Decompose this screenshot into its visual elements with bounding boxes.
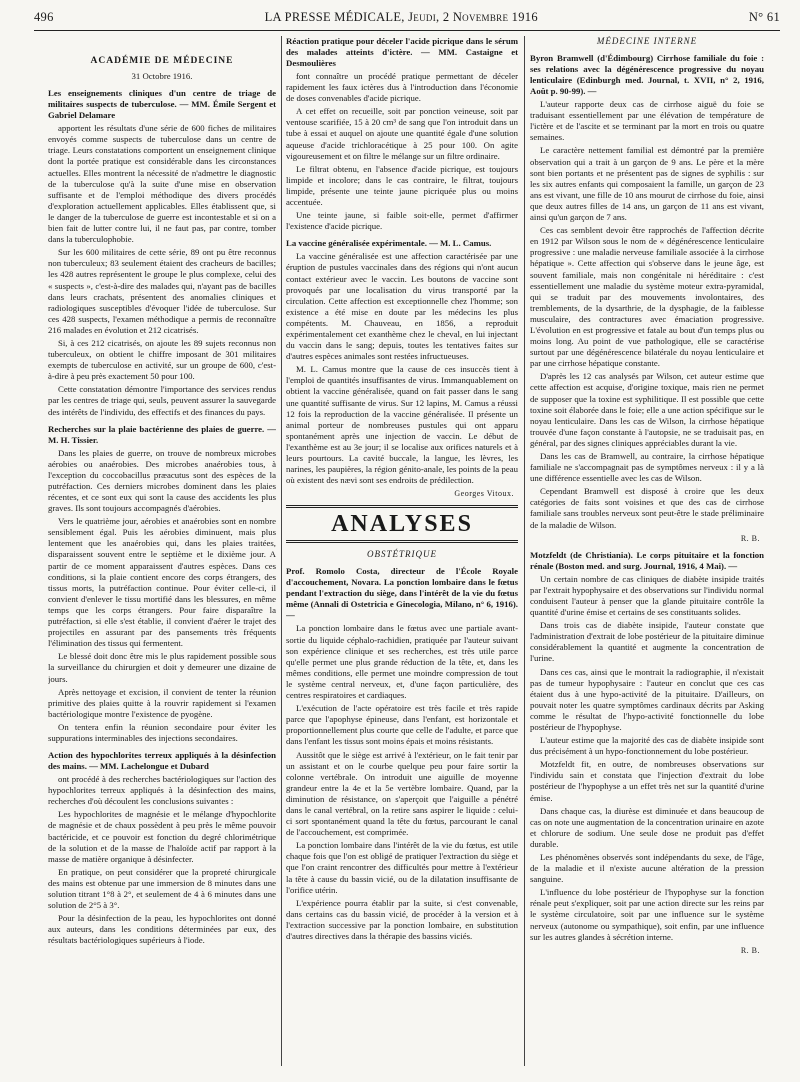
paragraph: Ces cas semblent devoir être rapprochés de l'affection décrite en 1912 par Wilson sous le nom de « dégénérescence lenticulaire progressive : une maladie nerveuse familiale associée à la cirrhose hépatique ». Cette affection qui s'observe dans le jeune âge, est souvent familiale, mais non congénitale ni héréditaire : c'est essentiellement une maladie du système moteur extra-pyramidal, qui se traduit par des mouvements involontaires, des tremblements, de la dysarthrie, de la dysphagie, de la faiblesse musculaire, des contractures avec émaciation progressive. L'évolution en est progressive et fatale au bout d'un temps plus ou moins long. Au point de vue pathologique, elle se caractérise surtout par une dégénérescence bilatérale du noyau lenticulaire et par une cirrhose hépatique constante. [530,225,764,369]
paragraph: ont procédé à des recherches bactériologiques sur l'action des hypochlorites terreux appliqués à la désinfection des mains, recherches d'où découlent les conclusions suivantes : [48,774,276,807]
journal-title: LA PRESSE MÉDICALE, Jeudi, 2 Novembre 1916 [264,10,538,24]
paragraph: La ponction lombaire dans le fœtus avec une partiale avant-sortie du liquide céphalo-rachidien, pratiquée par l'auteur suivant son expérience clinique et ses recherches, est très utile parce qu'elle permet une plus grande réduction de la tête, et, dans les mêmes conditions, elle permet une moindre compression de tout le système central nerveux, et, d'une façon particulière, des centres respiratoires et cardiaques. [286,623,518,701]
paragraph: La vaccine généralisée est une affection caractérisée par une éruption de pustules vaccinales dans des régions qui n'ont aucun contact extérieur avec le vaccin. Les boutons de vaccine sont provoqués par une localisation du virus transporté par la circulation. Cette affection est exceptionnelle chez l'homme; son existence a été mise en doute par les médecins les plus compétents. M. Chauveau, en 1856, a reproduit expérimentalement cet exanthème chez le cheval, en lui injectant du vaccin dans le sang; depuis, toutes les tentatives faites sur d'autres espèces animales sont restées infructueuses. [286,251,518,362]
paragraph: Motzfeldt fit, en outre, de nombreuses observations sur l'individu sain et constata que l'injection d'extrait du lobe postérieur de l'hypophyse a un effet très net sur la quantité d'urine émise. [530,759,764,803]
column-divider [524,36,525,1066]
article-title: Recherches sur la plaie bactérienne des plaies de guerre. — M. H. Tissier. [48,423,276,445]
paragraph: On tentera enfin la réunion secondaire pour éviter les suppurations interminables des injections secondaires. [48,721,276,743]
author-signature: Georges Vitoux. [454,489,514,499]
analyses-heading: ANALYSES [286,505,518,543]
paragraph: Dans ces cas, ainsi que le montrait la radiographie, il n'existait pas de tumeur hypophysaire : l'auteur en conclut que ces cas étaient dus à une hypo-activité de la pituitaire. D'ailleurs, on pouvait noter les quatre symptômes cardinaux décrits par Asking comme le résultat de l'hypo-activité fonctionnelle du lobe postérieur de l'hypophyse. [530,666,764,732]
author-signature: R. B. [740,945,760,955]
paragraph: Le blessé doit donc être mis le plus rapidement possible sous la surveillance du chirurgien et doit y demeurer une dizaine de jours. [48,651,276,684]
paragraph: L'expérience pourra établir par la suite, si c'est convenable, dans certains cas du bassin vicié, de procéder à la version et à l'extraction successive par la ponction lombaire, en substitution d'autres directives dans la thérapie des bassins viciés. [286,897,518,941]
article-title: Motzfeldt (de Christiania). Le corps pituitaire et la fonction rénale (Boston med. and surg. Journal, 1916, 4 Mai). — [530,549,764,571]
paragraph: Dans les plaies de guerre, on trouve de nombreux microbes aérobies ou anaérobies. Des microbes anaérobies tous, à l'exception du coccobacillus præacutus sont des espèces de la putréfaction. Ces derniers microbes dominent dans les plaies récentes, et ce sont eux qui sont la cause des accidents les plus graves. Ils sont toujours accompagnés d'aérobies. [48,447,276,514]
paragraph: Pour la désinfection de la peau, les hypochlorites ont donné aux auteurs, dans les conditions déterminées par eux, des résultats bactériologiques supérieurs à l'iode. [48,913,276,946]
paragraph: Le filtrat obtenu, en l'absence d'acide picrique, est toujours limpide et incolore; dans le cas contraire, le filtrat, toujours limpide, présente une teinte jaune picriquée plus ou moins accentuée. [286,163,518,208]
paragraph: font connaître un procédé pratique permettant de déceler rapidement les faux ictères dus à l'introduction dans l'économie de doses convenables d'acide picrique. [286,71,518,104]
paragraph: Un certain nombre de cas cliniques de diabète insipide traités par l'extrait hypophysaire et des observations sur l'individu normal conduisent l'auteur à penser que la glande pituitaire contrôle la quantité d'urine émise et certains de ses constituants solides. [530,573,764,618]
column-1 [48,36,276,1074]
article-title: Réaction pratique pour déceler l'acide picrique dans le sérum des malades atteints d'ictère. — MM. Castaigne et Desmoulières [286,36,518,68]
paragraph: L'auteur rapporte deux cas de cirrhose aiguë du foie se traduisant essentiellement par une élévation de température de l'ictère et de l'ascite et se terminant par la mort en trois ou quatre semaines. [530,99,764,143]
paragraph: Si, à ces 212 cicatrisés, on ajoute les 89 sujets reconnus non tuberculeux, on obtient le chiffre imposant de 301 militaires exempts de tuberculose en activité, sur un groupe de 600, c'est-à-dire à peu près exactement 50 pour 100. [48,337,276,382]
paragraph: Vers le quatrième jour, aérobies et anaérobies sont en nombre sensiblement égal. Puis les aérobies diminuent, mais plus lentement que les anaérobies qui, dans les plaies traitées, disparaissent souvent entre le septième et le dixième jour. A partir de ce moment apparaissent d'autres espèces. Dans ces conditions, si la plaie contient encore des corps étrangers, des tissus morts, la putréfaction continue. Pour éviter celle-ci, il convient d'enlever le tissu mortifié dans les blessures, en même temps que les corps étrangers. Pour faire disparaître la putréfaction, si elle s'est établie, il convient d'aérer le trajet des projectiles en assurant par des pansements très fréquents l'élimination des tissus qui fermentent. [48,516,276,649]
running-header [34,10,780,28]
column-divider [281,36,282,1066]
issue-number: N° 61 [748,10,780,24]
paragraph: Le caractère nettement familial est démontré par la première observation qui a trait à un garçon de 9 ans. Le père et la mère sont bien portants et ne présentent pas de signes de syphilis : sur les six autres enfants qui composaient la famille, un garçon de 23 ans est vivant, une fille de 10 ans mourut de cirrhose du foie, ainsi que deux autres filles de 14 ans, un garçon de 11 ans est vivant, ainsi qu'un garçon de 7 ans. [530,145,764,223]
rubric-heading: OBSTÉTRIQUE [367,549,437,560]
author-signature: R. B. [740,533,760,543]
paragraph: Sur les 600 militaires de cette série, 89 ont pu être reconnus non tuberculeux; 83 seulement étaient des cracheurs de bacilles; les 428 autres représentent le groupe le plus complexe, celui des « suspects », c'est-à-dire des malades qui, n'ayant pas de bacilles dans leurs crachats, présentent des anomalies cliniques et radiologiques susceptibles d'évoquer l'idée de tuberculose. Sur ces 428 suspects, l'examen méthodique a permis de reconnaître 216 malades en évolution et 212 cicatrisés. [48,247,276,335]
article-title: Les enseignements cliniques d'un centre de triage de militaires suspects de tuberculose. — MM. Émile Sergent et Gabriel Delamare [48,88,276,121]
paragraph: M. L. Camus montre que la cause de ces insuccès tient à l'emploi de quantités insuffisantes de virus. Immanquablement on obtient la vaccine généralisée, quand on fait passer dans le sang une quantité suffisante de virus. Sur 12 lapins, M. Camus a réussi 12 fois la reproduction de la vaccine généralisée. Il présente un animal porteur de nombreuses pustules qui ont apparu spontanément après une injection de vaccin. Le début de l'exanthème est au 3e jour; il se localise aux orifices naturels et à leurs pourtours. La cavité buccale, la langue, les lèvres, les narines, les paupières, la région génito-anale, les points de la peau où existent des nævi sont ses endroits de prédilection. [286,364,518,486]
article-title: Prof. Romolo Costa, directeur de l'École Royale d'accouchement, Novara. La ponction lombaire dans le fœtus pendant l'extraction du siège, dans l'intérêt de la vie du fœtus même (Annali di Ostetricia e Ginecologia, Milano, n° 6, 1916). — [286,566,518,621]
paragraph: Dans les cas de Bramwell, au contraire, la cirrhose hépatique familiale ne s'accompagnait pas de symptômes nerveux : il y a là une différence essentielle avec les cas de Wilson. [530,451,764,484]
paragraph: Dans trois cas de diabète insipide, l'auteur constate que l'administration d'extrait de lobe postérieur de la pituitaire diminue considérablement la quantité et augmente la concentration de l'urine. [530,620,764,664]
column-2 [286,36,518,1074]
article-title: La vaccine généralisée expérimentale. — M. L. Camus. [286,238,492,249]
paragraph: L'auteur estime que la majorité des cas de diabète insipide sont dus précisément à un hypo-fonctionnement du lobe postérieur. [530,735,764,757]
paragraph: L'exécution de l'acte opératoire est très facile et très rapide parce que l'apophyse épineuse, dans l'enfant, est horizontale et proportionnellement plus courte que celle de l'adulte, et parce que dans l'enfant les tissus sont moins épais et moins résistants. [286,703,518,747]
rubric-heading: MÉDECINE INTERNE [596,36,698,46]
paragraph: A cet effet on recueille, soit par ponction veineuse, soit par ventouse scarifiée, 15 à 20 cm³ de sang que l'on introduit dans un tube à essai et auquel on ajoute une quantité égale d'une solution aqueuse d'acide trichloracétique à 25 pour 100. On agite vigoureusement et on filtre le mélange sur un filtre ordinaire. [286,106,518,161]
paragraph: D'après les 12 cas analysés par Wilson, cet auteur estime que cette affection est acquise, d'origine toxique, mais rien ne permet de supposer que la toxine est syphilitique. Il est possible que cette toxine soit élaborée dans le foie; elle a une action spécifique sur le noyau lenticulaire. Dans les cas de Wilson, la cirrhose hépatique trouvée d'une façon constante à l'autopsie, ne se traduisait pas, en général, par des signes cliniques appréciables durant la vie. [530,371,764,448]
paragraph: Les phénomènes observés sont indépendants du sexe, de l'âge, de la maladie et il n'existe aucune altération de la pression sanguine. [530,852,764,885]
paragraph: apportent les résultats d'une série de 600 fiches de militaires envoyés comme suspects de tuberculose dans un centre de triage. Leurs constatations comportent un enseignement clinique dont la portée pratique est considérable dans les circonstances actuelles. Elles montrent la nécessité de n'admettre le diagnostic de la tuberculose qu'à la suite d'une mise en observation suffisante et de l'emploi méthodique des divers procédés d'exploration actuellement applicables. Elles établissent que, si le danger de la tuberculose de guerre est incontestable et si on a bien fait de lutter contre lui, il ne faut pas, par contre, tomber dans la tuberculophobie. [48,123,276,245]
header-rule [34,30,780,31]
page-number: 496 [34,10,54,24]
paragraph: Dans chaque cas, la diurèse est diminuée et dans beaucoup de cas on note une augmentation de la concentration urinaire en azote et chlorure de sodium. Une seule dose ne produit pas d'effet durable. [530,805,764,849]
section-heading: ACADÉMIE DE MÉDECINE [90,56,234,66]
paragraph: Cette constatation démontre l'importance des services rendus par les centres de triage qui, seuls, peuvent assurer la sauvegarde des intérêts de l'individu, des effectifs et des finances du pays. [48,384,276,417]
paragraph: La ponction lombaire dans l'intérêt de la vie du fœtus, est utile chaque fois que l'on est obligé de pratiquer l'extraction du siège et que l'on craint rencontrer des difficultés pour mettre à l'extérieur la tête à cause du bassin vicié, ou de la dilatation insuffisante de l'orifice utérin. [286,840,518,895]
column-3 [530,36,764,1074]
article-title: Byron Bramwell (d'Édimbourg) Cirrhose familiale du foie : ses relations avec la dégénérescence progressive du noyau lenticulaire (Edinburgh med. Journal, t. XVII, n° 2, 1916, Août p. 90-99). — [530,53,764,97]
paragraph: Après nettoyage et excision, il convient de tenter la réunion primitive des plaies quitte à la rouvrir rapidement si l'examen bactériologique montre l'existence de pyogène. [48,686,276,719]
paragraph: En pratique, on peut considérer que la propreté chirurgicale des mains est obtenue par une immersion de 8 minutes dans une solution titrant 1°8 à 2°, et seulement de 4 à 6 minutes dans une solution de 2°5 à 3°. [48,866,276,911]
session-date: 31 Octobre 1916. [131,71,193,82]
paragraph: Aussitôt que le siège est arrivé à l'extérieur, on le fait tenir par un assistant et on le courbe quelque peu pour faire sortir la colonne vertébrale. On introduit une aiguille de moyenne grandeur entre la 4e et la 5e vertèbre lombaire. Quand, par la diminution de résistance, on s'aperçoit que l'aiguille a pénétré dans le canal vertébral, on la retire sans aspirer le liquide : celui-ci sort spontanément quand la tête du fœtus, parcourant le canal de l'accouchement, est comprimée. [286,749,518,838]
paragraph: L'influence du lobe postérieur de l'hypophyse sur la fonction rénale peut s'expliquer, soit par une action directe sur les reins par le système circulatoire, soit par une influence sur le système nerveux (autonome ou sympathique), soit enfin, par une influence sur les autres glandes à sécrétion interne. [530,887,764,942]
paragraph: Cependant Bramwell est disposé à croire que les deux catégories de faits sont voisines et que des cas de cirrhose familiale sans troubles nerveux sont peut-être le stade préliminaire de la maladie de Wilson. [530,486,764,530]
paragraph: Les hypochlorites de magnésie et le mélange d'hypochlorite de magnésie et de chaux possèdent à peu près le même pouvoir bactéricide, et ce pouvoir est fonction du degré chlorimétrique de la solution et de la masse de l'haloïde actif par rapport à la masse de matière organique à désinfecter. [48,809,276,864]
article-title: Action des hypochlorites terreux appliqués à la désinfection des mains. — MM. Lachelongue et Dubard [48,750,276,772]
paragraph: Une teinte jaune, si faible soit-elle, permet d'affirmer l'existence d'acide picrique. [286,210,518,232]
